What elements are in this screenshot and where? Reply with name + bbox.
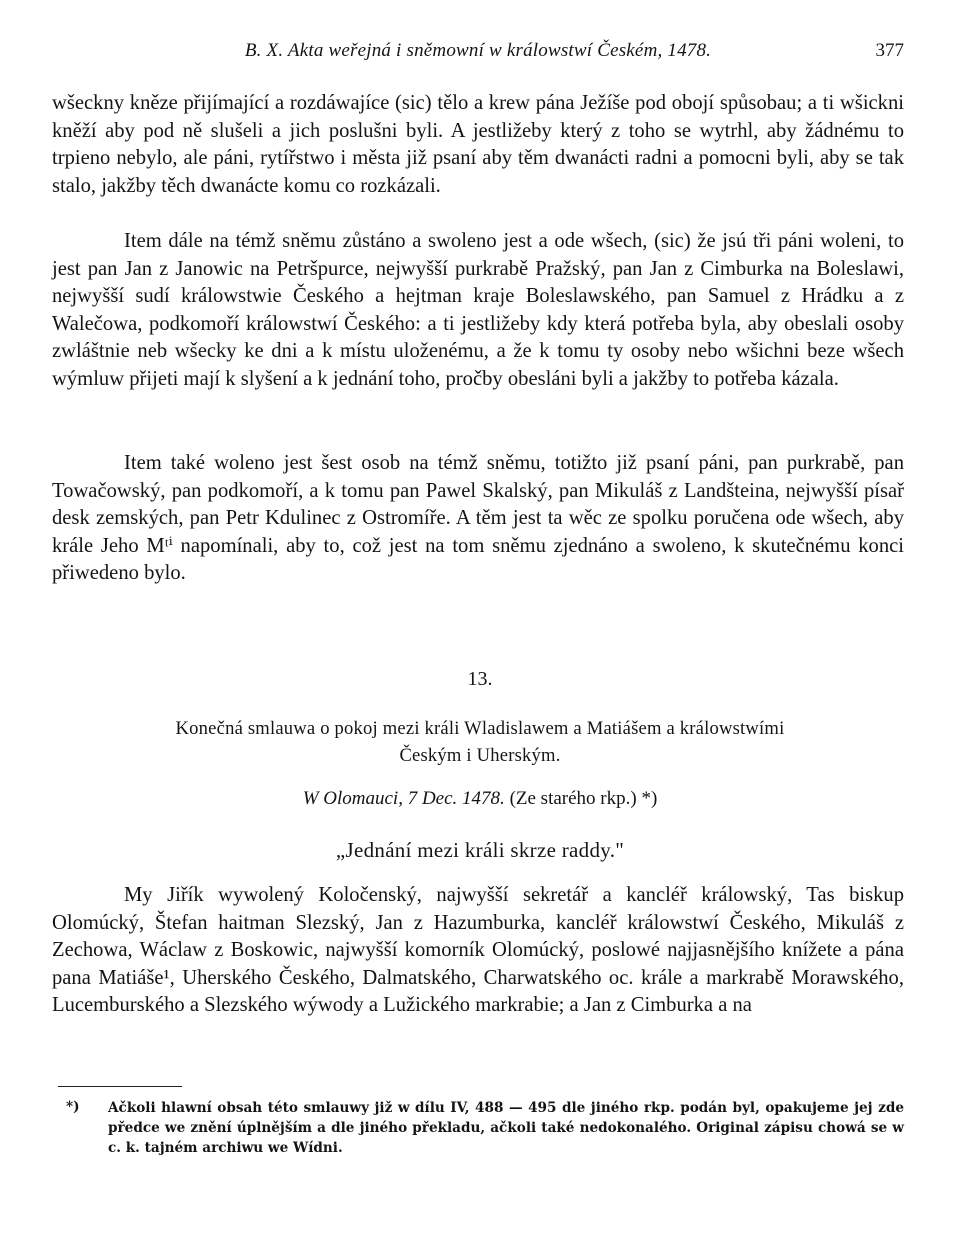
source-note: (Ze starého rkp.) *) [509, 788, 658, 809]
document-body: My Jiřík wywolený Koločenský, najwyšší sekretář a kancléř králowský, Tas biskup Olomúcký, Štefan haitman Slezský, Jan z Hazumburka, kancléř králowstwí Českého, Mikuláš z Zechowa, Wáclaw z Boskowic, najwyšší komorník Olomúcký, poslowé najjasnějšího knížete a pána pana Matiáše¹, Uherského Českého, Dalmatského, Charwatského oc. krále a markrabě Morawského, Lucemburského a Slezského wýwody a Lužického markrabie; a Jan z Cimburka a na [52, 884, 904, 1017]
document-date-line [0, 788, 960, 810]
document-number: 13. [467, 668, 493, 690]
page-header [52, 40, 904, 70]
paragraph-item-six-persons: Item také woleno jest šest osob na témž sněmu, totižto již psaní páni, pan purkrabě, pan Towačowský, pan podkomoří, a k tomu pan Pawel Skalský, pan Mikuláš z Landšteina, nejwyšší písař desk zemských, pan Petr Kdulinec z Ostromíře. A těm jest ta wěc ze spolku poručena ode wšech, aby krále Jeho Mᵗⁱ napomínali, aby to, což jest na tom sněmu zjednáno a swoleno, k skutečnému konci přiwedeno bylo. [52, 452, 904, 585]
running-title: B. X. Akta weřejná i sněmowní w králowstwí Českém, 1478. [244, 40, 712, 61]
paragraph-continuation: wšeckny kněze přijímající a rozdáwajíce (sic) tělo a krew pána Ježíše pod obojí spůsobau; a ti wšickni kněží aby pod ně slušeli a jich poslušni byli. A jestližeby který z toho se wytrhl, aby žádnému to trpieno nebylo, ale páni, rytířstwo i města již psaní aby těm dwanácti radni a pomocni byli, aby se tak stalo, jakžby těch dwanácte komu co rozkázali. [52, 92, 904, 197]
footnote-divider [58, 1086, 182, 1087]
footnote-mark: *) [66, 1099, 80, 1115]
paragraph-item-three-lords: Item dále na témž sněmu zůstáno a swoleno jest a ode wšech, (sic) že jsú tři páni woleni, to jest pan Jan z Janowic na Petršpurce, nejwyšší purkrabě Pražský, pan Jan z Cimburka na Boleslawi, nejwyšší sudí králowstwie Českého a hejtman kraje Boleslawského, pan Samuel z Hrádku a z Walečowa, podkomoří králowstwí Českého: a ti jestližeby kdy která potřeba byla, aby obeslali osoby zwláštnie neb wšecky ke dni a k místu uloženému, a že k tomu ty osoby nebo wšichni beze wšech wýmluw přijeti mají k slyšení a k jednání toho, pročby obesláni byli a jakžby to potřeba kázala. [52, 230, 904, 390]
footnote [52, 1098, 904, 1158]
footnote-text: Ačkoli hlawní obsah této smlauwy již w dílu IV, 488 — 495 dle jiného rkp. podán byl, opakujeme jej zde předce we znění úplnějším a dle jiného překladu, ačkoli také nedokonalého. Original zápisu chowá se w c. k. tajném archiwu we Wídni. [108, 1100, 904, 1156]
document-title-line-1: Konečná smlauwa o pokoj mezi králi Wladislawem a Matiášem a králowstwími [175, 718, 785, 739]
document-title [90, 715, 870, 769]
document-heading: „Jednání mezi králi skrze raddy." [335, 838, 625, 862]
document-title-line-2: Českým i Uherským. [399, 745, 561, 766]
page-number: 377 [875, 40, 904, 61]
place-date: W Olomauci, 7 Dec. 1478. [302, 788, 505, 809]
